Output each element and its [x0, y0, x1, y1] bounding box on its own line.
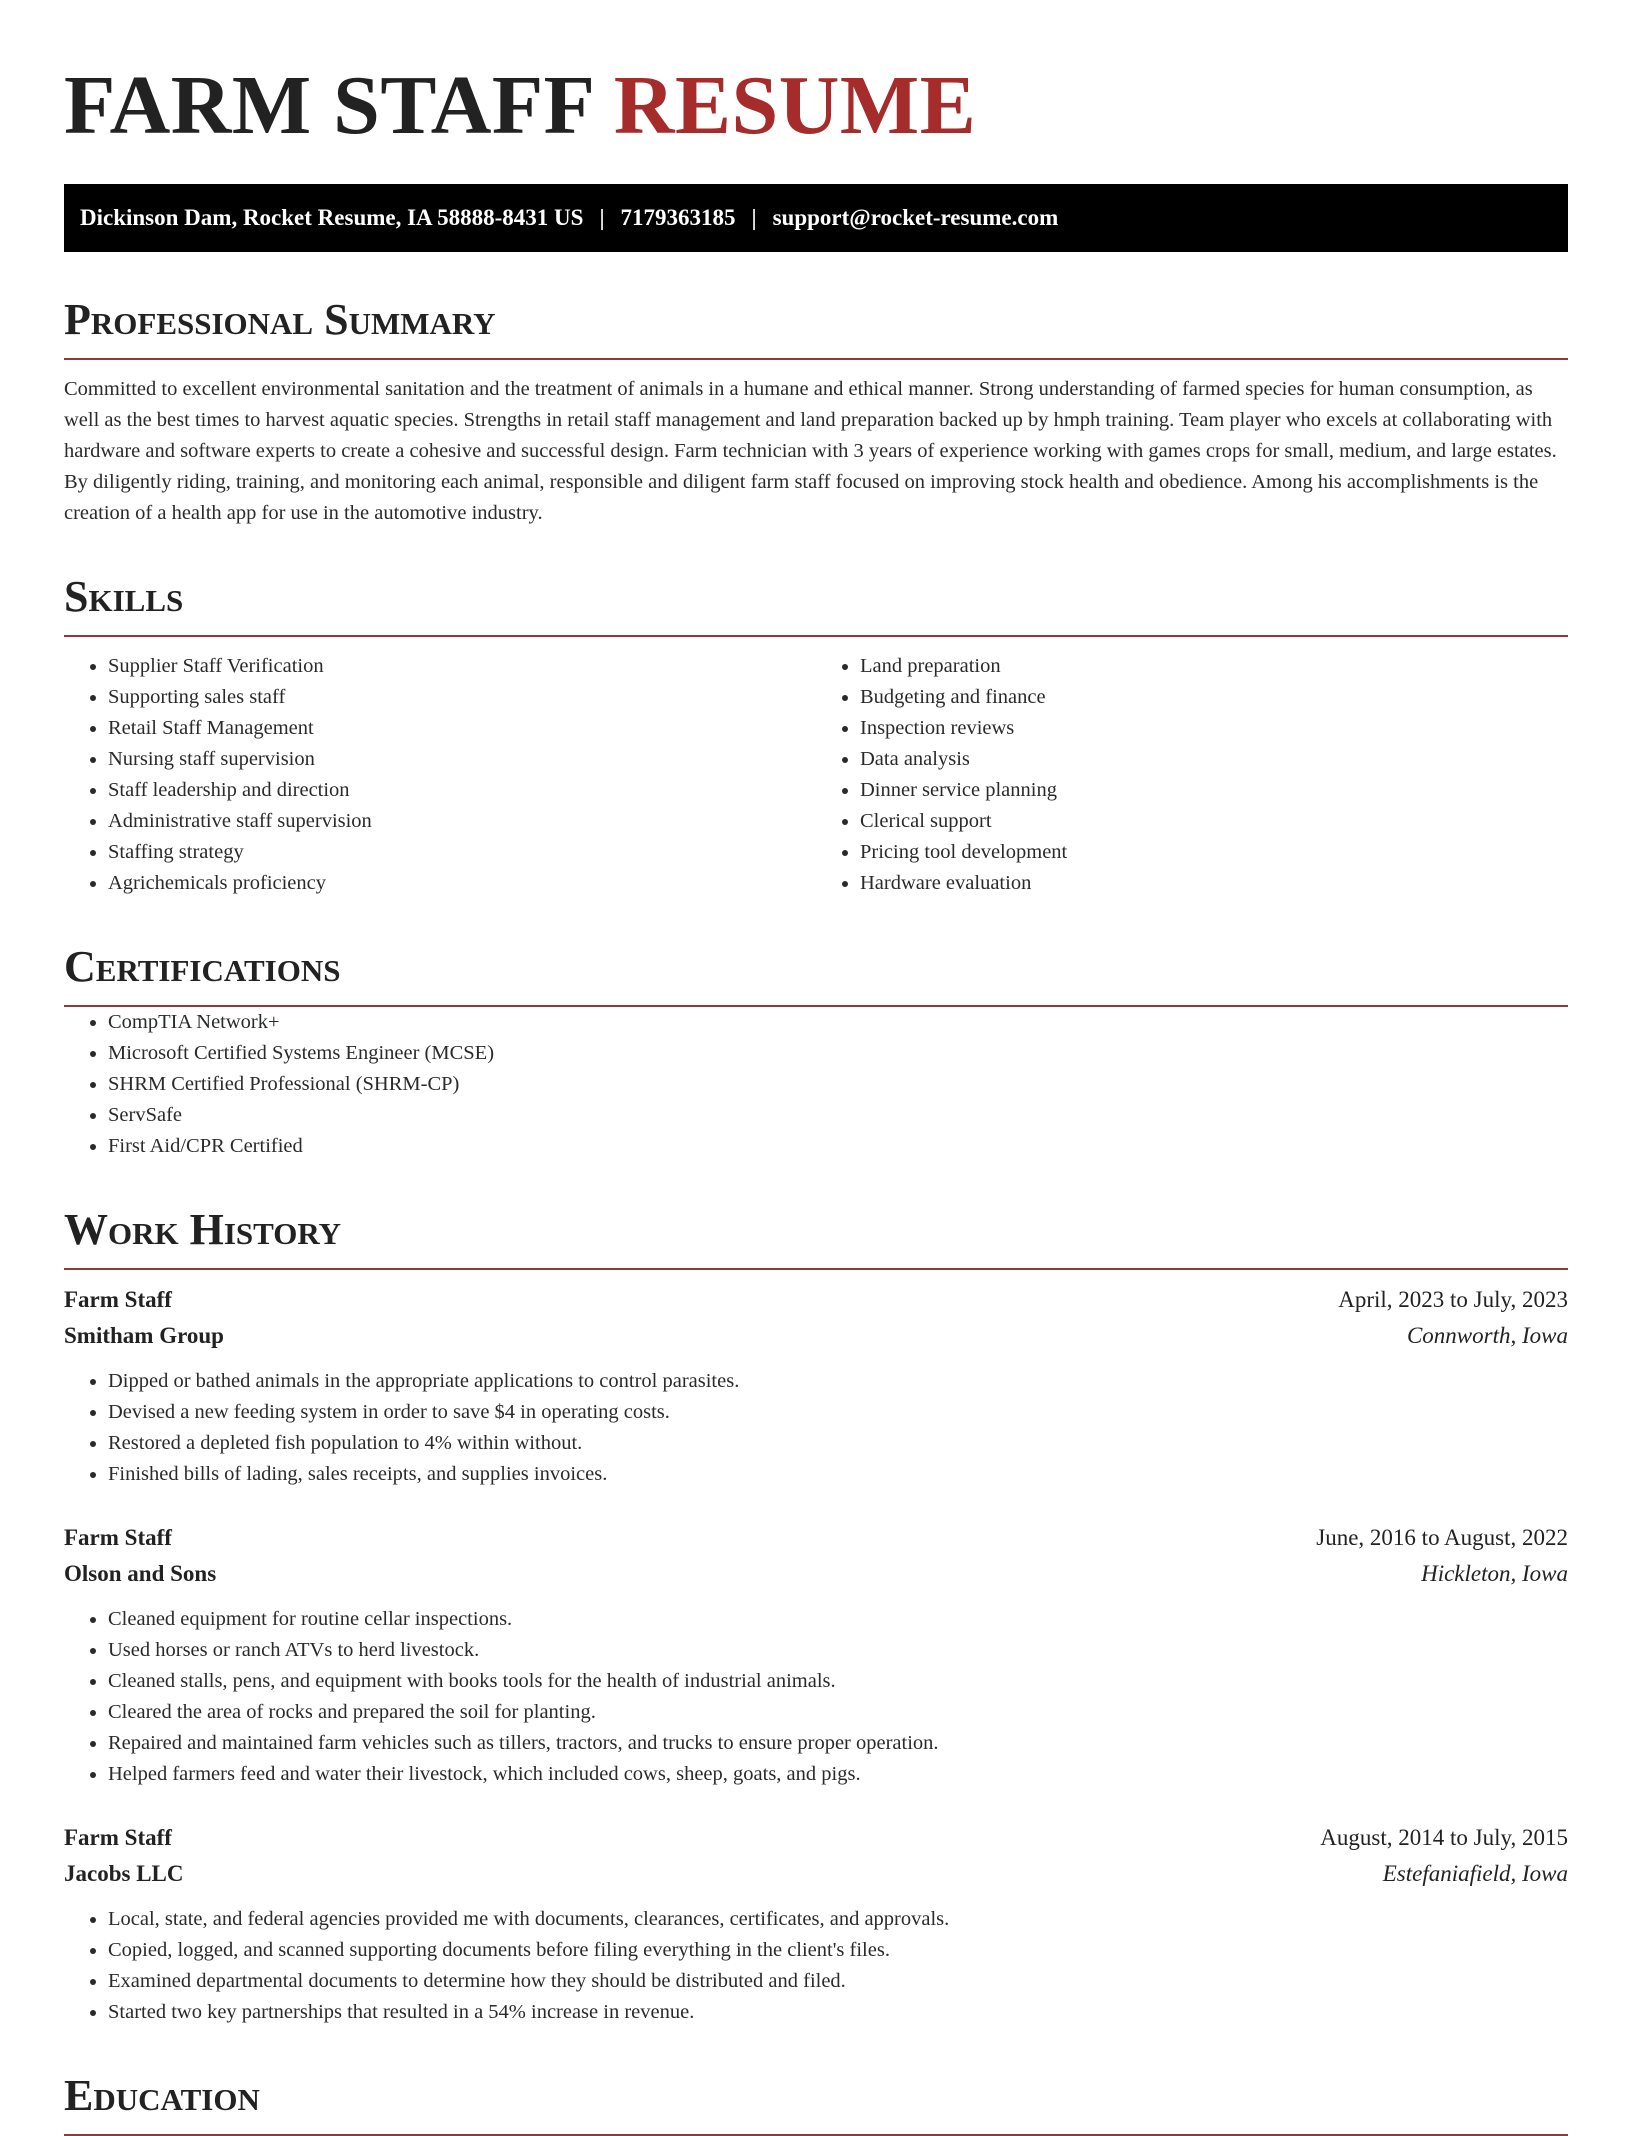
job-entry [64, 1282, 1568, 1490]
education-section [64, 2071, 1568, 2136]
job-entry [64, 1820, 1568, 2028]
job-dates: June, 2016 to August, 2022 [1316, 1525, 1568, 1550]
job-company-row [64, 1318, 1568, 1354]
skill-item: • Retail Staff Management [108, 713, 816, 744]
skills-section [64, 572, 1568, 899]
skill-item: • Staffing strategy [108, 837, 816, 868]
skills-list-left [64, 651, 816, 899]
skill-item: • Nursing staff supervision [108, 744, 816, 775]
skill-item: • Budgeting and finance [860, 682, 1568, 713]
skill-item: • Supporting sales staff [108, 682, 816, 713]
contact-separator: | [599, 205, 605, 230]
certification-item: • Microsoft Certified Systems Engineer (MCSE) [108, 1038, 1568, 1069]
job-duty: • Restored a depleted fish population to 4% within without. [108, 1428, 1568, 1459]
job-duty: • Local, state, and federal agencies provided me with documents, clearances, certificates, and approvals. [108, 1904, 1568, 1935]
certifications-list [64, 1007, 1568, 1162]
skill-item: • Data analysis [860, 744, 1568, 775]
skill-item: • Clerical support [860, 806, 1568, 837]
job-header-row [64, 1520, 1568, 1556]
job-header-row [64, 1820, 1568, 1856]
job-duties-list [64, 1604, 1568, 1790]
job-location: Hickleton, Iowa [1421, 1561, 1568, 1586]
resume-title [64, 50, 1568, 152]
job-duties-list [64, 1904, 1568, 2028]
skills-column-right [816, 651, 1568, 899]
job-title: Farm Staff [64, 1525, 172, 1550]
job-duty: • Helped farmers feed and water their livestock, which included cows, sheep, goats, and pigs. [108, 1759, 1568, 1790]
job-title: Farm Staff [64, 1825, 172, 1850]
job-duty: • Used horses or ranch ATVs to herd livestock. [108, 1635, 1568, 1666]
work-history-section [64, 1205, 1568, 2028]
skills-columns [64, 651, 1568, 899]
title-main: FARM STAFF [64, 59, 593, 152]
job-duty: • Cleared the area of rocks and prepared the soil for planting. [108, 1697, 1568, 1728]
section-title-education: Education [64, 2074, 1568, 2136]
job-duty: • Dipped or bathed animals in the appropriate applications to control parasites. [108, 1366, 1568, 1397]
section-title-certifications: Certifications [64, 945, 1568, 1007]
section-title-summary: Professional Summary [64, 298, 1568, 360]
job-header-row [64, 1282, 1568, 1318]
certifications-section [64, 942, 1568, 1162]
section-title-skills: Skills [64, 575, 1568, 637]
job-company: Jacobs LLC [64, 1861, 184, 1886]
contact-address: Dickinson Dam, Rocket Resume, IA 58888-8431 US [80, 205, 584, 230]
job-duty: • Started two key partnerships that resulted in a 54% increase in revenue. [108, 1997, 1568, 2028]
job-duty: • Finished bills of lading, sales receipts, and supplies invoices. [108, 1459, 1568, 1490]
job-company-row [64, 1856, 1568, 1892]
skill-item: • Staff leadership and direction [108, 775, 816, 806]
summary-text: Committed to excellent environmental sanitation and the treatment of animals in a humane and ethical manner. Strong understanding of farmed species for human consumption, as well as the best times to harvest aquatic species. Strengths in retail staff management and land preparation backed up by hmph training. Team player who excels at collaborating with hardware and software experts to create a cohesive and successful design. Farm technician with 3 years of experience working with games crops for small, medium, and large estates. By diligently riding, training, and monitoring each animal, responsible and diligent farm staff focused on improving stock health and obedience. Among his accomplishments is the creation of a health app for use in the automotive industry. [64, 378, 1557, 524]
skill-item: • Agrichemicals proficiency [108, 868, 816, 899]
job-entry [64, 1520, 1568, 1790]
skill-item: • Dinner service planning [860, 775, 1568, 806]
contact-phone: 7179363185 [620, 205, 736, 230]
job-company-row [64, 1556, 1568, 1592]
skills-list-right [816, 651, 1568, 899]
job-duties-list [64, 1366, 1568, 1490]
job-company: Olson and Sons [64, 1561, 217, 1586]
job-duty: • Cleaned stalls, pens, and equipment with books tools for the health of industrial animals. [108, 1666, 1568, 1697]
certification-item: • ServSafe [108, 1100, 1568, 1131]
skill-item: • Inspection reviews [860, 713, 1568, 744]
skill-item: • Supplier Staff Verification [108, 651, 816, 682]
skill-item: • Land preparation [860, 651, 1568, 682]
certification-item: • CompTIA Network+ [108, 1007, 1568, 1038]
contact-email: support@rocket-resume.com [772, 205, 1059, 230]
skill-item: • Administrative staff supervision [108, 806, 816, 837]
title-accent: RESUME [613, 59, 977, 152]
contact-separator: | [751, 205, 757, 230]
job-duty: • Repaired and maintained farm vehicles such as tillers, tractors, and trucks to ensure proper operation. [108, 1728, 1568, 1759]
certification-item: • SHRM Certified Professional (SHRM-CP) [108, 1069, 1568, 1100]
skills-column-left [64, 651, 816, 899]
job-location: Estefaniafield, Iowa [1382, 1861, 1568, 1886]
job-duty: • Examined departmental documents to determine how they should be distributed and filed. [108, 1966, 1568, 1997]
job-company: Smitham Group [64, 1323, 224, 1348]
job-duty: • Devised a new feeding system in order to save $4 in operating costs. [108, 1397, 1568, 1428]
summary-section [64, 295, 1568, 529]
section-title-work-history: Work History [64, 1208, 1568, 1270]
job-title: Farm Staff [64, 1287, 172, 1312]
job-dates: April, 2023 to July, 2023 [1338, 1287, 1568, 1312]
contact-bar [64, 184, 1568, 252]
job-duty: • Cleaned equipment for routine cellar inspections. [108, 1604, 1568, 1635]
job-duty: • Copied, logged, and scanned supporting documents before filing everything in the client's files. [108, 1935, 1568, 1966]
skill-item: • Hardware evaluation [860, 868, 1568, 899]
skill-item: • Pricing tool development [860, 837, 1568, 868]
job-dates: August, 2014 to July, 2015 [1320, 1825, 1568, 1850]
certification-item: • First Aid/CPR Certified [108, 1131, 1568, 1162]
job-location: Connworth, Iowa [1406, 1323, 1568, 1348]
